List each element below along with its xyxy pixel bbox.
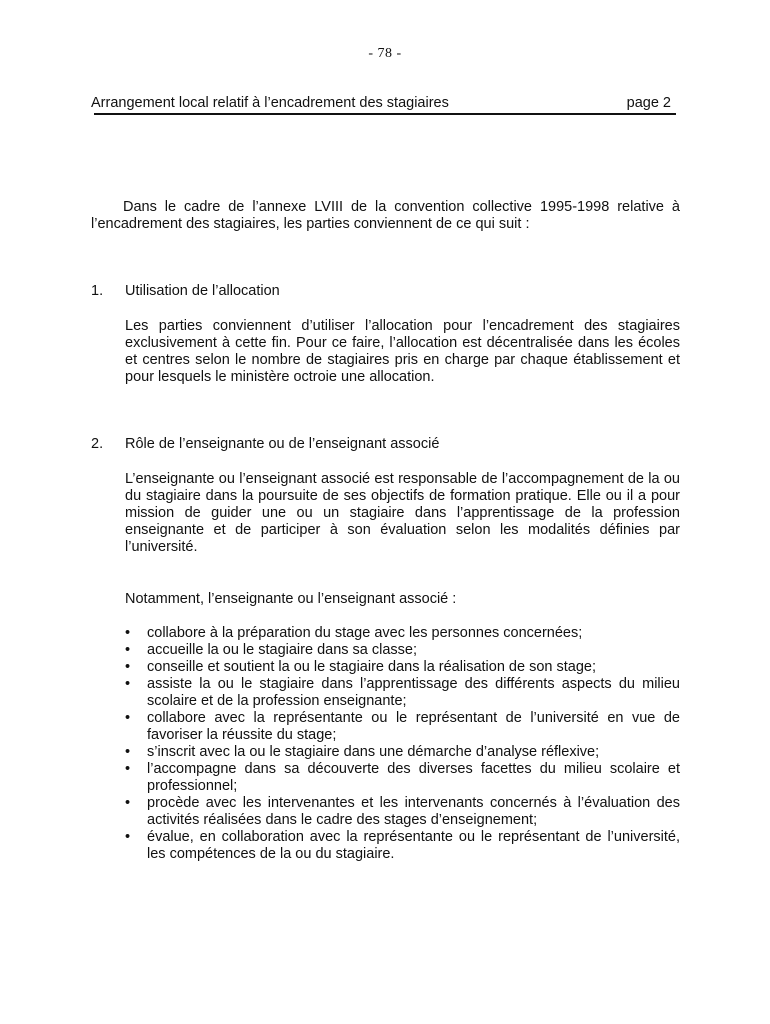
bullet-icon: • bbox=[125, 761, 131, 777]
list-item bbox=[125, 744, 680, 761]
list-item-text: évalue, en collaboration avec la représentante ou le représentant de l’université, les compétences de la ou du stagiaire. bbox=[147, 829, 680, 862]
list-item-text: conseille et soutient la ou le stagiaire dans la réalisation de son stage; bbox=[147, 659, 596, 675]
section-title: Utilisation de l’allocation bbox=[125, 283, 280, 299]
list-item-text: accueille la ou le stagiaire dans sa classe; bbox=[147, 642, 418, 658]
intro-paragraph: Dans le cadre de l’annexe LVIII de la convention collective 1995-1998 relative à l’encadrement des stagiaires, les parties conviennent de ce qui suit : bbox=[91, 199, 680, 232]
document-title: Arrangement local relatif à l’encadrement des stagiaires bbox=[91, 95, 449, 111]
list-item-text: procède avec les intervenantes et les intervenants concernés à l’évaluation des activités réalisées dans le cadre des stages d’enseignement; bbox=[147, 795, 680, 828]
page-label: page 2 bbox=[626, 95, 671, 111]
list-item bbox=[125, 761, 680, 795]
list-item bbox=[125, 829, 680, 863]
list-item-text: assiste la ou le stagiaire dans l’apprentissage des différents aspects du milieu scolaire et de la profession enseignante; bbox=[147, 676, 680, 709]
list-item-text: collabore avec la représentante ou le représentant de l’université en vue de favoriser la réussite du stage; bbox=[147, 710, 680, 743]
list-item bbox=[125, 795, 680, 829]
header-rule bbox=[94, 113, 676, 115]
running-header bbox=[91, 94, 676, 112]
section-2-heading bbox=[91, 436, 439, 453]
section-1-heading bbox=[91, 283, 280, 300]
bullet-icon: • bbox=[125, 795, 131, 811]
list-item-text: s’inscrit avec la ou le stagiaire dans une démarche d’analyse réflexive; bbox=[147, 744, 600, 760]
list-item bbox=[125, 710, 680, 744]
bullet-icon: • bbox=[125, 710, 131, 726]
bullet-icon: • bbox=[125, 642, 131, 658]
section-2-paragraph: L’enseignante ou l’enseignant associé est responsable de l’accompagnement de la ou du stagiaire dans la poursuite de ses objectifs de formation pratique. Elle ou il a pour mission de guider une ou un stagiaire dans l’apprentissage de la profession enseignante et de participer à son évaluation selon les modalités définies par l’université. bbox=[125, 471, 680, 555]
page-number: - 78 - bbox=[368, 46, 402, 61]
bullet-icon: • bbox=[125, 676, 131, 692]
list-item bbox=[125, 676, 680, 710]
section-number: 2. bbox=[91, 436, 104, 452]
section-number: 1. bbox=[91, 283, 104, 299]
section-2-lead-in: Notamment, l’enseignante ou l’enseignant associé : bbox=[125, 591, 457, 607]
bullet-icon: • bbox=[125, 744, 131, 760]
list-item bbox=[125, 625, 680, 642]
list-item bbox=[125, 659, 680, 676]
section-1-paragraph: Les parties conviennent d’utiliser l’allocation pour l’encadrement des stagiaires exclusivement à cette fin. Pour ce faire, l’allocation est décentralisée dans les écoles et centres selon le nombre de stagiaires pris en charge par chaque établissement et pour lesquels le ministère octroie une allocation. bbox=[125, 318, 680, 385]
list-item-text: collabore à la préparation du stage avec les personnes concernées; bbox=[147, 625, 583, 641]
duties-list bbox=[125, 625, 680, 863]
list-item-text: l’accompagne dans sa découverte des diverses facettes du milieu scolaire et professionnel; bbox=[147, 761, 680, 794]
section-title: Rôle de l’enseignante ou de l’enseignant associé bbox=[125, 436, 440, 452]
bullet-icon: • bbox=[125, 659, 131, 675]
bullet-icon: • bbox=[125, 829, 131, 845]
list-item bbox=[125, 642, 680, 659]
bullet-icon: • bbox=[125, 625, 131, 641]
